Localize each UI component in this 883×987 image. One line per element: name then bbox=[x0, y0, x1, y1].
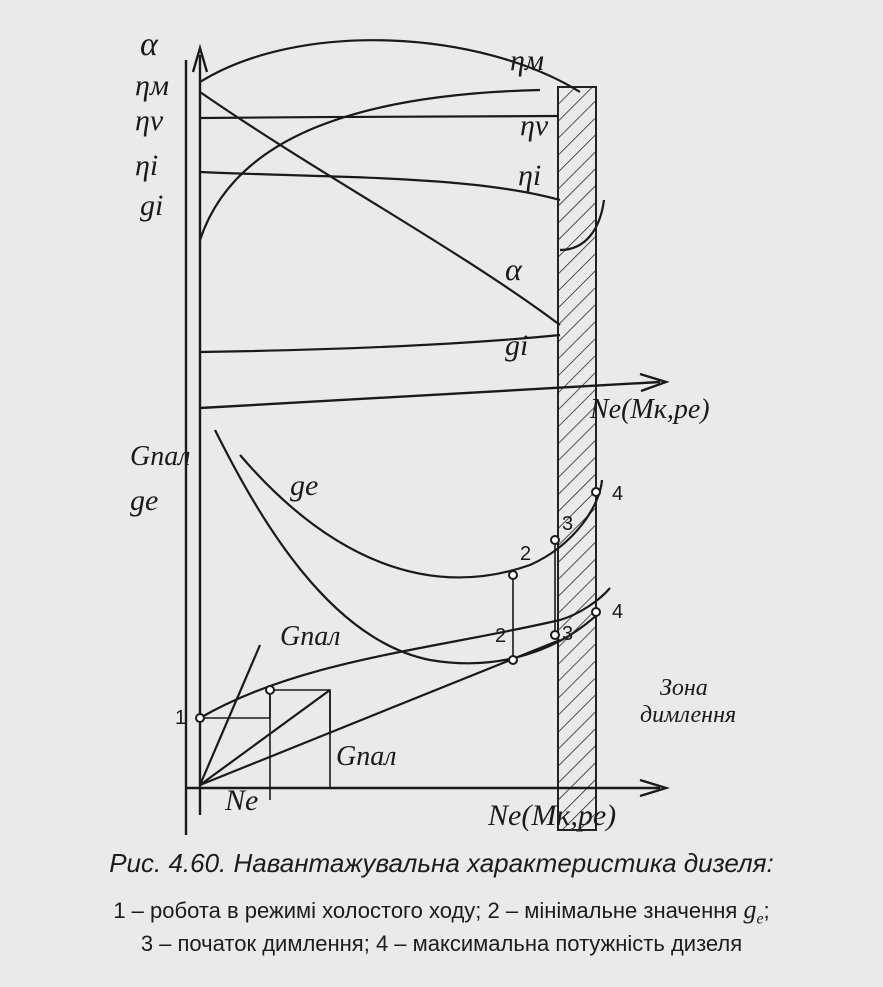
label-gpal-lower: Gпал bbox=[280, 621, 341, 652]
point-label-4b: 4 bbox=[612, 601, 624, 623]
caption-ge-symbol: g bbox=[743, 895, 757, 924]
point-4-upper bbox=[592, 488, 600, 496]
zone-label-line1: Зона bbox=[660, 675, 708, 701]
label-ne-lower: Ne bbox=[225, 784, 259, 817]
gi-curve bbox=[200, 90, 540, 240]
figure-caption-line2: 3 – початок димлення; 4 – максимальна потужність дизеля bbox=[140, 931, 743, 956]
point-label-2a: 2 bbox=[520, 543, 532, 565]
label-eta-v-right: ηv bbox=[520, 109, 549, 142]
point-2-lower bbox=[509, 656, 517, 664]
point-label-2b: 2 bbox=[495, 625, 507, 647]
caption-line1-text: 1 – робота в режимі холостого ходу; 2 – мінімальне значення bbox=[113, 898, 738, 923]
label-gi: gi bbox=[140, 189, 164, 222]
label-eta-m-right: ηм bbox=[510, 44, 545, 77]
eta-v-line bbox=[200, 116, 558, 118]
point-label-1: 1 bbox=[175, 707, 187, 729]
label-ge-left: ge bbox=[130, 484, 159, 517]
caption-ge-subscript: e bbox=[756, 910, 764, 928]
zone-label-line2: димлення bbox=[640, 702, 737, 728]
caption-line1-end: ; bbox=[763, 898, 770, 923]
figure-caption-line1 bbox=[0, 895, 883, 928]
label-gi-right: gi bbox=[505, 329, 529, 362]
point-label-3a: 3 bbox=[562, 513, 574, 535]
label-alpha: α bbox=[140, 26, 158, 63]
point-3-upper bbox=[551, 536, 559, 544]
label-eta-v: ηv bbox=[135, 104, 164, 137]
upper-axis-label: Ne(Mк,pe) bbox=[590, 394, 710, 425]
point-1 bbox=[196, 714, 204, 722]
label-eta-m: ηм bbox=[135, 69, 170, 102]
point-2-upper bbox=[509, 571, 517, 579]
point-gpal bbox=[266, 686, 274, 694]
ge-steep-curve bbox=[215, 430, 600, 663]
label-gpal-left: Gпал bbox=[130, 441, 191, 472]
label-gpal-bottom: Gпал bbox=[336, 741, 397, 772]
eta-i-curve bbox=[200, 172, 560, 200]
gpal-step-lines bbox=[200, 690, 330, 735]
label-eta-i: ηi bbox=[135, 149, 159, 182]
label-alpha-right: α bbox=[505, 251, 522, 287]
eta-m-line-decreasing bbox=[200, 92, 560, 325]
point-4-lower bbox=[592, 608, 600, 616]
dimming-zone-hatch bbox=[558, 87, 596, 830]
label-eta-i-right: ηi bbox=[518, 159, 542, 192]
point-label-4a: 4 bbox=[612, 483, 624, 505]
label-ge-curve: ge bbox=[290, 469, 319, 502]
point-3-lower bbox=[551, 631, 559, 639]
point-label-3b: 3 bbox=[562, 623, 574, 645]
lower-axis-label: Ne(Mк,pe) bbox=[488, 799, 617, 832]
figure-caption-title: Рис. 4.60. Навантажувальна характеристика дизеля: bbox=[109, 848, 774, 878]
